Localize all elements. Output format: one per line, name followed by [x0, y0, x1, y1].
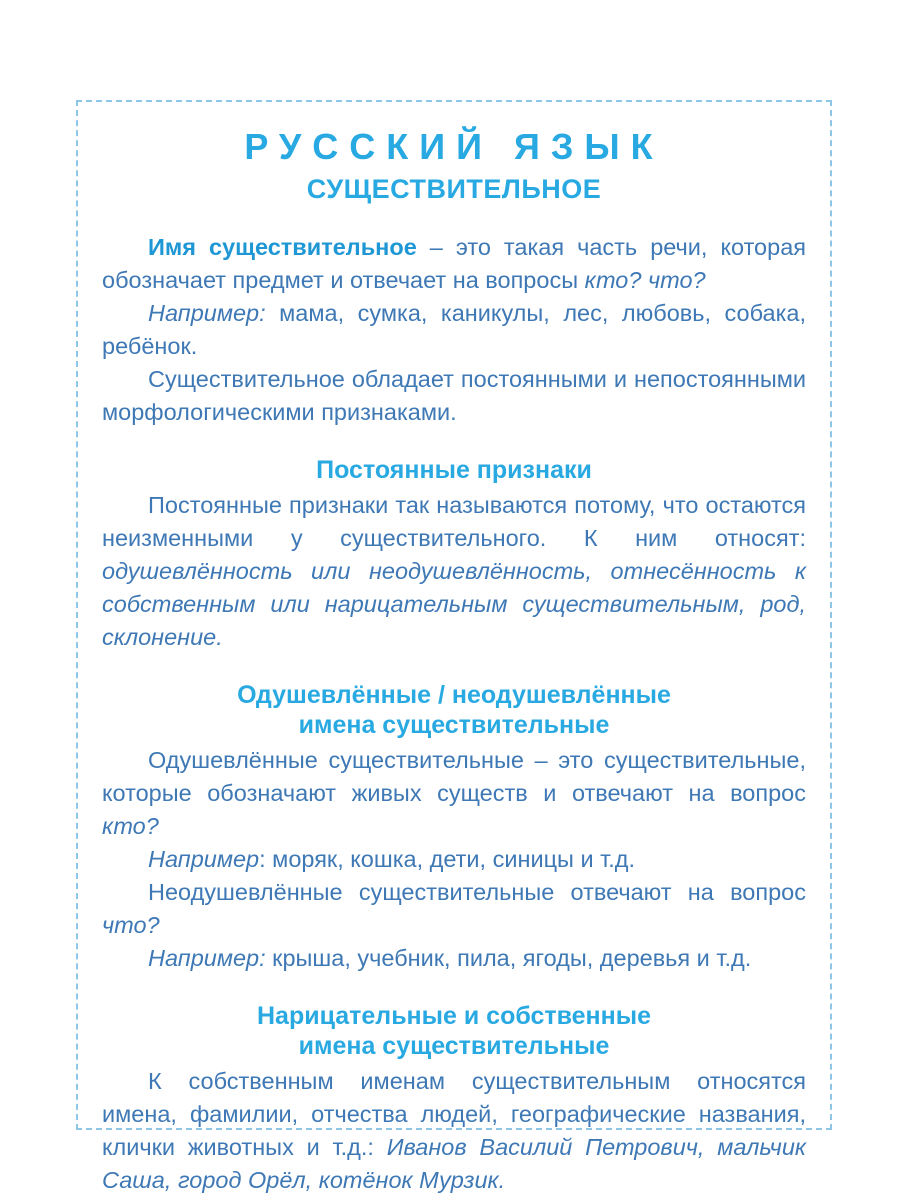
section2-paragraph-1: [102, 744, 806, 843]
intro-paragraph-3: [102, 363, 806, 429]
page-subtitle: СУЩЕСТВИТЕЛЬНОЕ: [306, 174, 602, 204]
heading-line: имена существительные: [298, 1032, 610, 1060]
italic-run: одушевлённость или неодушевлённость, отнесённость к собственным или нарицательным существительным, род, склонение.: [102, 558, 806, 650]
italic-run: что?: [102, 912, 160, 938]
italic-run: Например: [148, 846, 260, 872]
section-heading-common-proper: [102, 1001, 806, 1061]
term-bold: Имя существительное: [148, 234, 417, 260]
text-run: – это такая часть речи, которая обозначает предмет и отвечает на вопросы: [102, 234, 806, 293]
heading-line: имена существительные: [298, 711, 610, 739]
section1-paragraph-1: [102, 489, 806, 654]
italic-run: кто? что?: [584, 267, 706, 293]
section-heading-animate-inanimate: [102, 680, 806, 740]
italic-run: кто?: [102, 813, 159, 839]
section3-paragraph-1: [102, 1065, 806, 1197]
text-run: Неодушевлённые существительные отвечают на вопрос: [148, 879, 806, 905]
section2-paragraph-4: [102, 942, 806, 975]
heading-line: Одушевлённые / неодушевлённые: [237, 681, 671, 709]
italic-run: Например:: [148, 300, 266, 326]
section-heading-constant-signs: [102, 455, 806, 485]
section2-paragraph-2: [102, 843, 806, 876]
italic-run: Иванов Василий Петрович, мальчик Саша, город Орёл, котёнок Мурзик.: [102, 1134, 806, 1193]
text-run: Существительное обладает постоянными и непостоянными морфологическими признаками.: [102, 366, 806, 425]
text-run: : моряк, кошка, дети, синицы и т.д.: [259, 846, 636, 872]
page-title: РУССКИЙ ЯЗЫК: [244, 126, 664, 167]
section2-paragraph-3: [102, 876, 806, 942]
dashed-border-frame: [76, 100, 832, 1193]
intro-paragraph-1: [102, 231, 806, 297]
text-run: Постоянные признаки так называются потому, что остаются неизменными у существительного. К ним относят:: [102, 492, 806, 551]
text-run: мама, сумка, каникулы, лес, любовь, собака, ребёнок.: [102, 300, 806, 359]
italic-run: Например:: [148, 945, 266, 971]
intro-paragraph-2: [102, 297, 806, 363]
text-run: крыша, учебник, пила, ягоды, деревья и т.д.: [265, 945, 752, 971]
heading-line: Нарицательные и собственные: [256, 1002, 652, 1030]
heading-line: Постоянные признаки: [316, 456, 592, 484]
text-run: Одушевлённые существительные – это существительные, которые обозначают живых существ и отвечают на вопрос: [102, 747, 806, 806]
text-run: К собственным именам существительным относятся имена, фамилии, отчества людей, географические названия, клички животных и т.д.:: [102, 1068, 806, 1160]
